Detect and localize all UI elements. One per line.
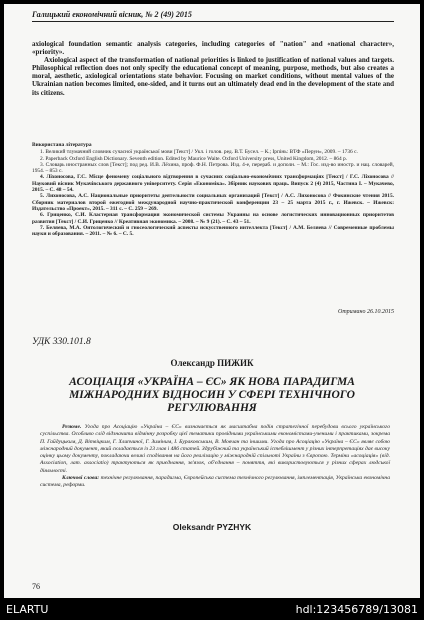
repository-name: ELARTU <box>6 603 49 616</box>
page-number: 76 <box>32 582 40 591</box>
article-body-end <box>32 40 394 97</box>
keywords-text: технічне регулювання, парадигма, Європейська система технічного регулювання, імплементація, Українська економічна система, реформи. <box>40 475 390 489</box>
reference-item: 5. Лихоносова, А.С. Национальные приоритеты деятельности социальных организаций [Текст] / А.С. Лихоносова // Фокинские чтения 2015. Сборник материалов второй ежегодной международной научно-практической конференции 23 – 25 марта 2015 г., г. Ижевск. – Ижевск: Издательство «Проект», 2015. – 311 с. – С. 259 – 269. <box>32 193 394 212</box>
keywords-paragraph <box>40 475 390 490</box>
reference-item: 1. Великий тлумачний словник сучасної української мови [Текст] / Укл. і голов. ред. В.Т. Бусел. – К.; Ірпінь: ВТФ «Перун», 2009. – 1736 с. <box>40 149 358 156</box>
reference-item: 2. Paperback Oxford English Dictionary. Seventh edition. Edited by Maurice Waite. Oxford University press, United Kingdom, 2012. – 864 р. <box>40 155 348 162</box>
reference-item: 6. Гриценко, С.И. Кластерная трансформация экономической системы Украины на основе логистических инновационных приоритетов развития [Текст] / С.И. Гриценко // Креативная экономика. – 2008. – № 9 (21). – С. 43 – 51. <box>32 212 394 225</box>
references-heading: Використана література <box>32 142 92 148</box>
body-paragraph: Axiological aspect of the transformation of national priorities is linked to justification of national values and targets. Philosophical reflection does not only specify the educational concept of meaning, purpose, methods, but also creates a moral, aesthetic, axiological orientations state behavior. Focusing on market conditions, without mental values of the Ukrainian nation becomes limited, one-sided, and it turns out an ultimately dead end in the development of the state and its citizens. <box>32 56 394 97</box>
received-date: Отримано 26.10.2015 <box>338 309 394 315</box>
author-name: Олександр ПИЖИК <box>170 358 254 368</box>
references-list <box>32 149 394 237</box>
udc-code: УДК 330.101.8 <box>32 337 91 347</box>
article-title: АСОЦІАЦІЯ «УКРАЇНА – ЄС» ЯК НОВА ПАРАДИГМА МІЖНАРОДНИХ ВІДНОСИН У СФЕРІ ТЕХНІЧНОГО РЕГУЛЮВАННЯ <box>69 376 355 414</box>
author-name-english: Oleksandr PYZHYK <box>172 522 252 532</box>
handle-identifier[interactable]: hdl:123456789/13081 <box>295 603 418 616</box>
reference-item: 4. Ліхоносова, Г.С. Місце феномену соціального відтворення в сучасних соціально-економічних трансформаціях [Текст] / Г.С. Ліхоносова // Науковий вісник Мукачівського державного університету. Серія «Економіка». Збірник наукових праць. Випуск 2 (4) 2015, Частина І. – Мукачево, 2015. – С. 48 – 54. <box>32 174 394 194</box>
body-paragraph: axiological foundation semantic analysis categories, including categories of "nation" and «national character», «priority». <box>32 40 394 57</box>
abstract <box>40 424 390 490</box>
journal-header: Галицький економічний вісник, № 2 (49) 2015 <box>32 10 394 22</box>
reference-item: 3. Словарь иностранных слов [Текст]; под ред. И.В. Лёхина, проф. Ф.Н. Петрова. Изд. 4-е, перераб. и дополн. – М.: Гос. изд-во иностр. и нац. словарей, 1954. – 853 с. <box>32 161 394 175</box>
viewer-footer-bar <box>0 598 424 620</box>
keywords-label: Ключові слова: <box>62 475 100 482</box>
abstract-label: Резюме. <box>62 424 82 430</box>
abstract-text: Угода про Асоціацію «Україна – ЄС» визначається як масштабна подія стратегічної перебудови всього українського суспільства. Особливо слід відзначити відмінну розробку цієї тематики провідними українськими економістами-ученими і практиками, зокрема П. Гайдуцьким, Д. Вітвіцким, Г. Хлипчиної, Г. Зиміним, І. Бураковським, В. Мовчан та іншими. Угода про Асоціацію «Україна – ЄС» являє собою міжнародний документ, який складається із 23 глав і 486 статей. Здрубіжний та український істеблішмент у різних інтерпретаціях дає високу оцінку цьому документу, покладаючи великі сподівання на його реалізацію у міжнародній спільноті України з Європою. Терміни «асоціація» (від. Association, лат. associatio) трактуються як приєднання, зв'язок, об'єднання – поняття, які використовуються у різних сферах людської діяльності. <box>40 424 390 474</box>
reference-item: 7. Беляева, М.А. Онтологический и гносеологический аспекты искусственного интеллекта [Текст] / А.М. Беляева // Современные проблемы науки и образования. – 2011. – № 6. – С. 5. <box>32 224 394 238</box>
abstract-paragraph <box>40 424 390 475</box>
references-section <box>32 142 394 237</box>
journal-page <box>4 4 420 598</box>
